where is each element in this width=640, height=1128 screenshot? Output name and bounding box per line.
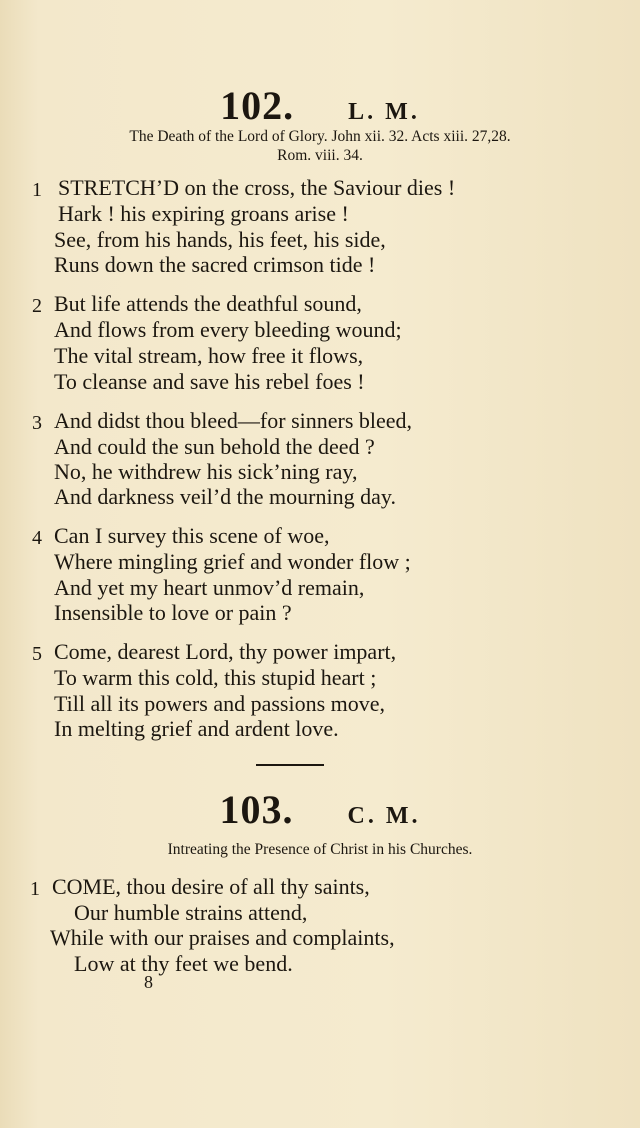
stanza-number: 4: [32, 527, 42, 549]
verse-line: Come, dearest Lord, thy power impart,: [54, 639, 397, 664]
hymn-102-heading: [0, 82, 640, 129]
verse-line: Hark ! his expiring groans arise !: [58, 201, 349, 226]
verse-line: Our humble strains attend,: [74, 900, 308, 925]
verse-line: Runs down the sacred crimson tide !: [54, 252, 376, 277]
hymn-number: 103.: [219, 787, 294, 832]
verse-line: STRETCH’D on the cross, the Saviour dies !: [58, 175, 456, 200]
stanza-number: 2: [32, 295, 42, 317]
stanza-number: 1: [30, 878, 40, 900]
hymn-meter: C. M.: [347, 803, 421, 829]
verse-line: And didst thou bleed—for sinners bleed,: [54, 408, 413, 433]
hymn-meter: L. M.: [348, 99, 420, 125]
stanza-number: 3: [32, 412, 42, 434]
hymn-title-continued: Rom. viii. 34.: [277, 147, 363, 164]
verse-line: COME, thou desire of all thy saints,: [52, 874, 370, 899]
hymn-103-heading: [0, 786, 640, 833]
verse-line: In melting grief and ardent love.: [54, 716, 339, 741]
verse-line: And yet my heart unmov’d remain,: [54, 575, 365, 600]
section-divider: [256, 764, 324, 766]
verse-line: And could the sun behold the deed ?: [54, 434, 375, 459]
hymn-title: Intreating the Presence of Christ in his Churches.: [167, 841, 473, 858]
verse-line: Low at thy feet we bend.: [74, 951, 293, 976]
verse-line: While with our praises and complaints,: [50, 925, 395, 950]
verse-line: Till all its powers and passions move,: [54, 691, 386, 716]
verse-line: And darkness veil’d the mourning day.: [54, 484, 396, 509]
verse-line: No, he withdrew his sick’ning ray,: [54, 459, 358, 484]
verse-line: Where mingling grief and wonder flow ;: [54, 549, 411, 574]
hymn-number: 102.: [220, 83, 295, 128]
stanza-number: 1: [32, 179, 42, 201]
verse-line: And flows from every bleeding wound;: [54, 317, 402, 342]
verse-line: The vital stream, how free it flows,: [54, 343, 364, 368]
hymn-title: The Death of the Lord of Glory. John xii. 32. Acts xiii. 27,28.: [129, 128, 511, 145]
verse-line: To warm this cold, this stupid heart ;: [54, 665, 377, 690]
verse-line: To cleanse and save his rebel foes !: [54, 369, 365, 394]
page-signature-number: 8: [144, 972, 153, 992]
verse-line: Can I survey this scene of woe,: [54, 523, 330, 548]
verse-line: See, from his hands, his feet, his side,: [54, 227, 386, 252]
stanza-number: 5: [32, 643, 42, 665]
verse-line: Insensible to love or pain ?: [54, 600, 292, 625]
verse-line: But life attends the deathful sound,: [54, 291, 362, 316]
